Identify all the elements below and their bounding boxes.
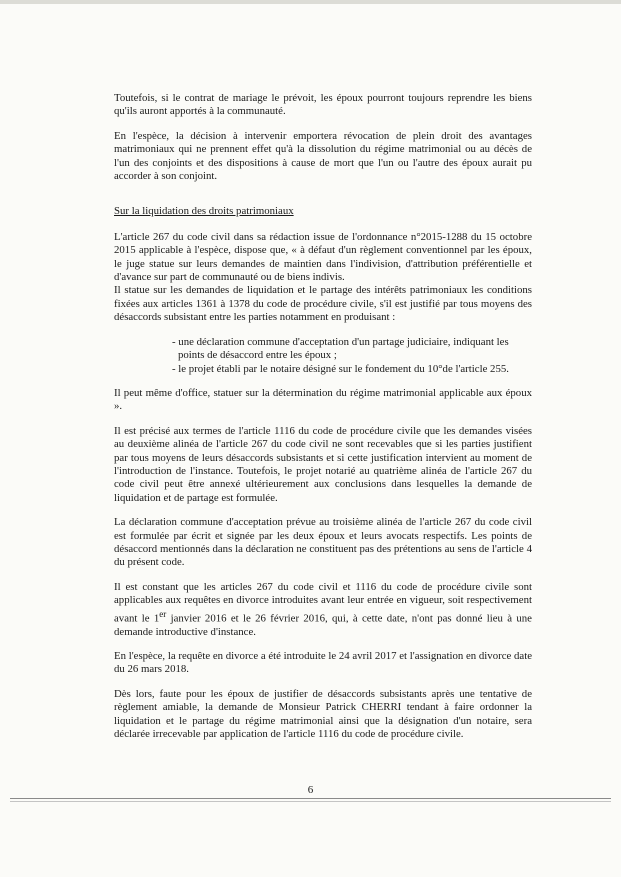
paragraph-declaration-commune: La déclaration commune d'acceptation prévue au troisième alinéa de l'article 267 du code civil est formulée par écrit et signée par les deux époux et leurs avocats respectifs. Les points de désaccord mentionnés dans la déclaration ne constituent pas des prétentions au sens de l'article 4 du présent code. <box>114 516 532 569</box>
bullet-list <box>172 336 532 376</box>
constant-text-start: Il est constant que les articles 267 du code civil et 1116 du code de procédure civile sont applicables aux requêtes en divorce introduites avant leur entrée en vigueur, soit respectivement avant le 1 <box>114 580 532 625</box>
document-body <box>114 92 532 752</box>
constant-text-end: janvier 2016 et le 26 février 2016, qui, à cette date, n'ont pas donné lieu à une demande introductive d'instance. <box>114 612 532 638</box>
footer-rule <box>10 798 611 799</box>
paragraph-reprise-biens: Toutefois, si le contrat de mariage le prévoit, les époux pourront toujours reprendre les biens qu'ils auront apportés à la communauté. <box>114 92 532 118</box>
bullet-first-line: - une déclaration commune d'acceptation d'un partage judiciaire, indiquant les <box>172 335 509 348</box>
paragraph-il-est-constant <box>114 581 532 639</box>
paragraph-article-267-end: Il peut même d'office, statuer sur la détermination du régime matrimonial applicable aux époux ». <box>114 386 532 413</box>
superscript-er: er <box>159 608 167 619</box>
paragraph-article-267 <box>114 231 532 325</box>
bullet-second-line: points de désaccord entre les époux ; <box>178 349 337 362</box>
scan-top-edge <box>0 0 621 4</box>
section-heading: Sur la liquidation des droits patrimoniaux <box>114 205 294 218</box>
paragraph-conclusion: Dès lors, faute pour les époux de justifier de désaccords subsistants après une tentative de règlement amiable, la demande de Monsieur Patrick CHERRI tendant à faire ordonner la liquidation et le partage du régime matrimonial ainsi que la désignation d'un notaire, sera déclarée irrecevable par application de l'article 1116 du code de procédure civile. <box>114 687 532 741</box>
article-267-continuation: Il statue sur les demandes de liquidation et le partage des intérêts patrimoniaux les conditions fixées aux articles 1361 à 1378 du code de procédure civile, s'il est justifié par tous moyens des désaccords subsistant entre les parties notamment en produisant : <box>114 284 532 324</box>
paragraph-requete-divorce: En l'espèce, la requête en divorce a été introduite le 24 avril 2017 et l'assignation en divorce date du 26 mars 2018. <box>114 650 532 676</box>
article-267-intro: L'article 267 du code civil dans sa rédaction issue de l'ordonnance n°2015-1288 du 15 octobre 2015 applicable à l'espèce, dispose que, « à défaut d'un règlement conventionnel par les époux, le juge statue sur leurs demandes de maintien dans l'indivision, d'attribution préférentielle et d'avance sur part de communauté ou de biens indivis. <box>114 230 532 284</box>
paragraph-revocation-avantages: En l'espèce, la décision à intervenir emportera révocation de plein droit des avantages matrimoniaux qui ne prennent effet qu'à la dissolution du régime matrimonial ou au décès de l'un des conjoints et des dispositions à cause de mort que l'un ou l'autre des époux aurait pu accorder à son conjoint. <box>114 129 532 183</box>
footer-rule-secondary <box>10 801 611 802</box>
list-item <box>172 336 532 363</box>
paragraph-article-1116: Il est précisé aux termes de l'article 1116 du code de procédure civile que les demandes visées au deuxième alinéa de l'article 267 du code civil ne sont recevables que si les parties justifient par tous moyens de leurs désaccords subsistants et si cette justification intervient au moment de l'introduction de l'instance. Toutefois, le projet notarié au quatrième alinéa de l'article 267 du code civil peut être annexé ultérieurement aux conclusions dans lesquelles la demande de liquidation et de partage est formulée. <box>114 424 532 504</box>
list-item <box>172 363 532 376</box>
bullet-first-line: - le projet établi par le notaire désigné sur le fondement du 10°de l'article 255. <box>172 362 509 375</box>
page-number: 6 <box>307 784 314 796</box>
